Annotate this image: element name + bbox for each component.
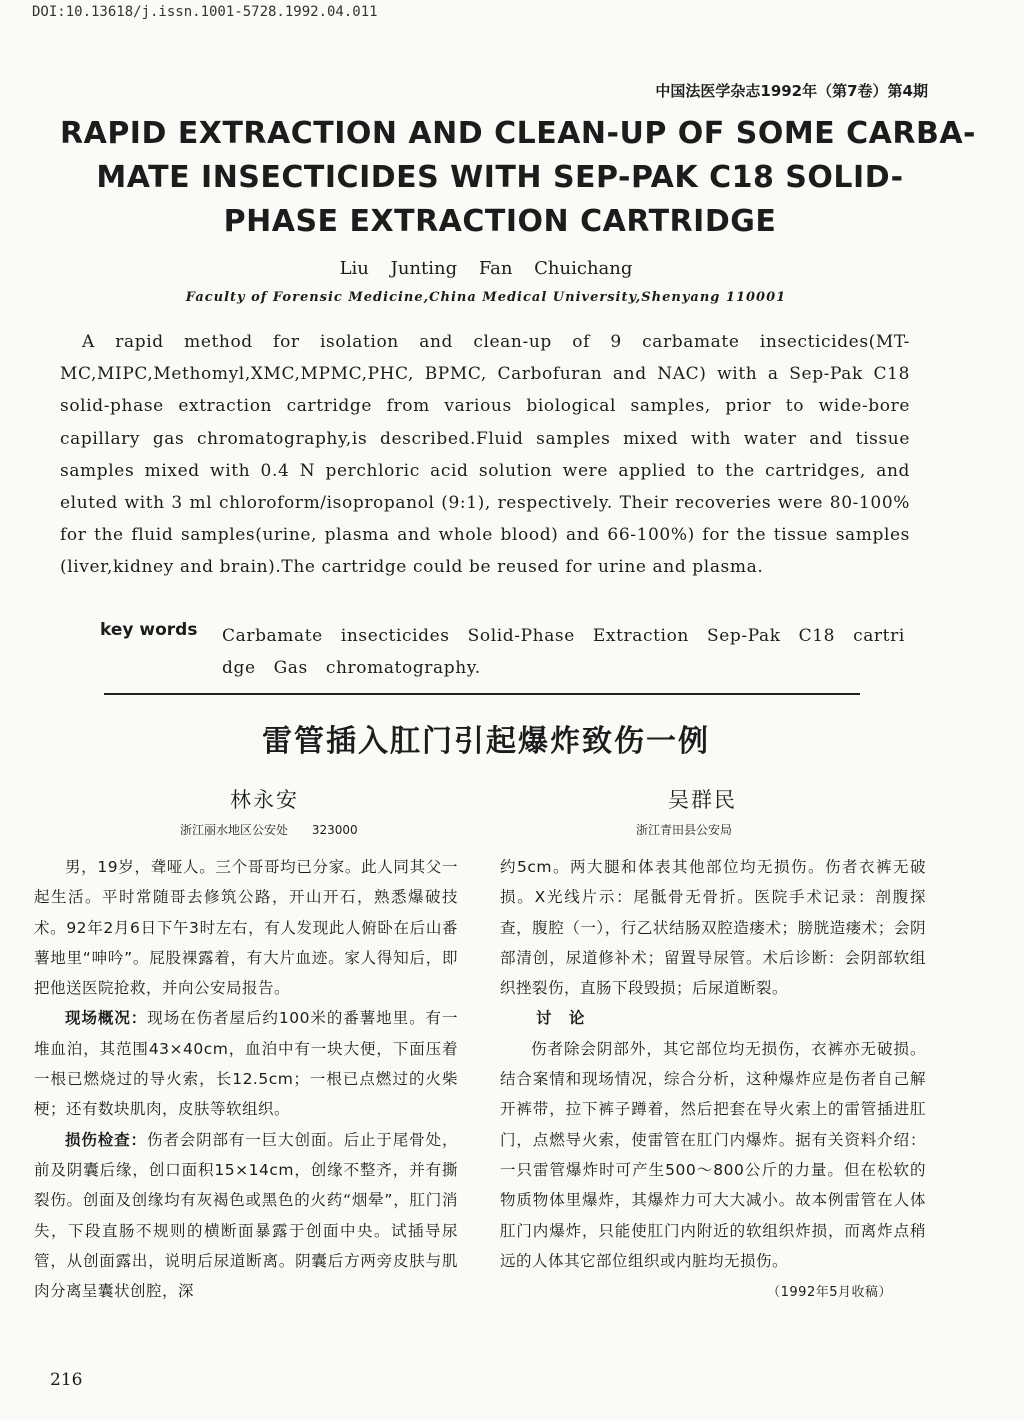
injury-text: 伤者会阴部有一巨大创面。后止于尾骨处，前及阴囊后缘，创口面积15×14cm，创缘不整齐，并有撕裂伤。创面及创缘均有灰褐色或黑色的火药“烟晕”，肛门消失，下段直肠不规则的横断面暴露于创面中央。试插导尿管，从创面露出，说明后尿道断离。阴囊后方两旁皮肤与肌肉分离呈囊状创腔，深 [34,1130,458,1301]
affiliation-1: 浙江丽水地区公安处 323000 [180,823,358,837]
discussion-paragraph: 伤者除会阴部外，其它部位均无损伤，衣裤亦无破损。结合案情和现场情况，综合分析，这种爆炸应是伤者自己解开裤带，拉下裤子蹲着，然后把套在导火索上的雷管插进肛门，点燃导火索，使雷管在肛门内爆炸。据有关资料介绍：一只雷管爆炸时可产生500～800公斤的力量。但在松软的物质物体里爆炸，其爆炸力可大大减小。故本例雷管在人体肛门内爆炸，只能使肛门内附近的软组织炸损，而离炸点稍远的人体其它部位组织或内脏均无损伤。 [500,1039,926,1270]
author-1: 林永安 [230,788,299,812]
journal-header: 中国法医学杂志1992年（第7卷）第4期 [655,82,928,100]
affiliation-2: 浙江青田县公安局 [636,823,733,837]
keywords-text: Carbamate insecticides Solid-Phase Extraction Sep-Pak C18 cartri dge Gas chromatography. [222,626,905,678]
author-2: 吴群民 [668,788,737,812]
english-title [60,112,976,244]
received-date: （1992年5月收稿） [767,1285,892,1301]
section-divider [104,693,860,695]
right-column [500,852,926,1308]
english-affiliation: Faculty of Forensic Medicine,China Medical University,Shenyang 110001 [185,290,787,305]
english-title-line-2: MATE INSECTICIDES WITH SEP-PAK C18 SOLID- [96,160,904,195]
english-title-line-1: RAPID EXTRACTION AND CLEAN-UP OF SOME CARBA- [60,116,976,151]
scene-text: 现场在伤者屋后约100米的番薯地里。有一堆血泊，其范围43×40cm，血泊中有一块大便，下面压着一根已燃烧过的导火索，长12.5cm；一根已点燃过的火柴梗；还有数块肌肉，皮肤等软组织。 [34,1009,458,1119]
discussion-heading: 讨 论 [536,1009,591,1028]
scene-paragraph [34,1003,458,1124]
left-column [34,852,458,1306]
scene-label: 现场概况： [65,1009,148,1028]
english-abstract: A rapid method for isolation and clean-up of 9 carbamate insecticides(MT-MC,MIPC,Methomyl,XMC,MPMC,PHC, BPMC, Carbofuran and NAC) with a Sep-Pak C18 solid-phase extraction cartridge from various biological samples, prior to wide-bore capillary gas chromatography,is described.Fluid samples mixed with water and tissue samples mixed with 0.4 N perchloric acid solution were applied to the cartridges, and eluted with 3 ml chloroform/isopropanol (9:1), respectively. Their recoveries were 80-100% for the fluid samples(urine, plasma and whole blood) and 66-100%) for the tissue samples (liver,kidney and brain).The cartridge could be reused for urine and plasma. [60,332,910,578]
english-authors: Liu Junting Fan Chuichang [339,258,633,279]
keywords-label: key words [100,620,198,640]
doi-line: DOI:10.13618/j.issn.1001-5728.1992.04.011 [32,4,378,20]
page-number: 216 [50,1370,83,1390]
injury-label: 损伤检查： [65,1130,147,1149]
chinese-title: 雷管插入肛门引起爆炸致伤一例 [262,724,710,759]
injury-paragraph [34,1125,458,1307]
english-title-line-3: PHASE EXTRACTION CARTRIDGE [223,204,777,239]
surgery-paragraph: 约5cm。两大腿和体表其他部位均无损伤。伤者衣裤无破损。X光线片示：尾骶骨无骨折。医院手术记录：剖腹探查，腹腔（一），行乙状结肠双腔造瘘术；膀胱造瘘术；会阴部清创，尿道修补术；留置导尿管。术后诊断：会阴部软组织挫裂伤，直肠下段毁损；后尿道断裂。 [500,858,926,998]
case-history-paragraph: 男，19岁，聋哑人。三个哥哥均已分家。此人同其父一起生活。平时常随哥去修筑公路，开山开石，熟悉爆破技术。92年2月6日下午3时左右，有人发现此人俯卧在后山番薯地里“呻吟”。屁股裸露着，有大片血迹。家人得知后，即把他送医院抢救，并向公安局报告。 [34,858,458,998]
